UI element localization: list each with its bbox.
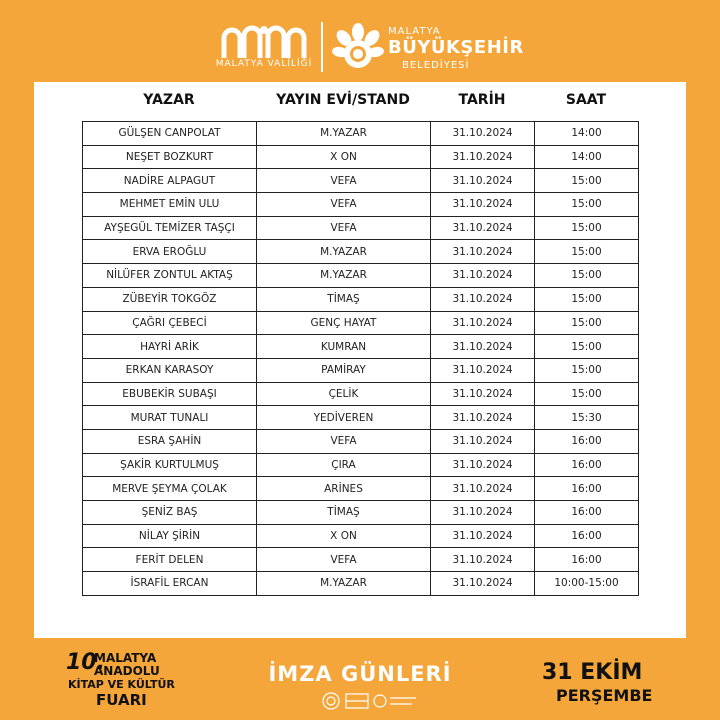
cell-publisher: M.YAZAR xyxy=(257,122,431,146)
fair-line1: MALATYA xyxy=(94,651,157,665)
cell-time: 15:00 xyxy=(535,335,639,359)
cell-publisher: TİMAŞ xyxy=(257,501,431,525)
cell-author: İSRAFİL ERCAN xyxy=(83,572,257,596)
cell-date: 31.10.2024 xyxy=(431,240,535,264)
table-row xyxy=(83,501,639,525)
event-title: İMZA GÜNLERİ xyxy=(268,662,452,686)
table-row xyxy=(83,572,639,596)
fair-line4: FUARI xyxy=(96,691,147,709)
table-row xyxy=(83,358,639,382)
cell-author: NİLÜFER ZONTUL AKTAŞ xyxy=(83,264,257,288)
malatya-valiligi-logo xyxy=(214,24,314,82)
cell-publisher: VEFA xyxy=(257,169,431,193)
table-row xyxy=(83,193,639,217)
cell-publisher: X ON xyxy=(257,145,431,169)
cell-date: 31.10.2024 xyxy=(431,477,535,501)
cell-publisher: VEFA xyxy=(257,216,431,240)
cell-date: 31.10.2024 xyxy=(431,287,535,311)
cell-time: 15:00 xyxy=(535,382,639,406)
cell-publisher: VEFA xyxy=(257,548,431,572)
cell-author: AYŞEGÜL TEMİZER TAŞÇI xyxy=(83,216,257,240)
event-date-day: 31 EKİM xyxy=(542,660,643,685)
cell-publisher: M.YAZAR xyxy=(257,264,431,288)
cell-publisher: VEFA xyxy=(257,193,431,217)
cell-author: ESRA ŞAHİN xyxy=(83,429,257,453)
cell-publisher: VEFA xyxy=(257,429,431,453)
table-row xyxy=(83,287,639,311)
cell-date: 31.10.2024 xyxy=(431,572,535,596)
signing-schedule-table xyxy=(82,121,639,596)
cell-time: 16:00 xyxy=(535,548,639,572)
cell-date: 31.10.2024 xyxy=(431,122,535,146)
cell-date: 31.10.2024 xyxy=(431,311,535,335)
header-author: YAZAR xyxy=(143,92,195,108)
right-logo-line2: BÜYÜKŞEHİR xyxy=(388,37,524,58)
cell-publisher: M.YAZAR xyxy=(257,572,431,596)
cell-author: MERVE ŞEYMA ÇOLAK xyxy=(83,477,257,501)
table-row xyxy=(83,145,639,169)
cell-time: 15:00 xyxy=(535,193,639,217)
cell-date: 31.10.2024 xyxy=(431,358,535,382)
cell-author: GÜLŞEN CANPOLAT xyxy=(83,122,257,146)
event-date-weekday: PERŞEMBE xyxy=(556,686,653,705)
header-date: TARİH xyxy=(458,92,506,108)
cell-date: 31.10.2024 xyxy=(431,548,535,572)
cell-publisher: PAMİRAY xyxy=(257,358,431,382)
cell-author: MEHMET EMİN ULU xyxy=(83,193,257,217)
cell-publisher: GENÇ HAYAT xyxy=(257,311,431,335)
header-time: SAAT xyxy=(565,92,607,108)
left-logo-caption: MALATYA VALİLİĞİ xyxy=(215,59,313,69)
cell-time: 15:00 xyxy=(535,358,639,382)
cell-publisher: ÇIRA xyxy=(257,453,431,477)
cell-author: FERİT DELEN xyxy=(83,548,257,572)
table-row xyxy=(83,548,639,572)
cell-author: MURAT TUNALI xyxy=(83,406,257,430)
cell-author: ÇAĞRI ÇEBECİ xyxy=(83,311,257,335)
cell-time: 15:30 xyxy=(535,406,639,430)
header xyxy=(0,0,720,82)
cell-date: 31.10.2024 xyxy=(431,453,535,477)
book-fair-logo xyxy=(64,650,184,714)
partner-logos-icon xyxy=(320,690,420,712)
cell-date: 31.10.2024 xyxy=(431,193,535,217)
cell-publisher: ARİNES xyxy=(257,477,431,501)
cell-time: 16:00 xyxy=(535,453,639,477)
apricot-emblem-icon xyxy=(332,22,384,74)
cell-author: ZÜBEYİR TOKGÖZ xyxy=(83,287,257,311)
cell-time: 16:00 xyxy=(535,429,639,453)
cell-author: NADİRE ALPAGUT xyxy=(83,169,257,193)
cell-publisher: M.YAZAR xyxy=(257,240,431,264)
fair-line2: ANADOLU xyxy=(94,664,160,678)
table-header xyxy=(34,92,686,116)
fair-number: 10. xyxy=(66,650,105,675)
cell-date: 31.10.2024 xyxy=(431,524,535,548)
table-row xyxy=(83,264,639,288)
cell-date: 31.10.2024 xyxy=(431,169,535,193)
cell-publisher: X ON xyxy=(257,524,431,548)
cell-time: 14:00 xyxy=(535,145,639,169)
right-logo-line3: BELEDİYESİ xyxy=(402,60,470,71)
cell-time: 15:00 xyxy=(535,311,639,335)
cell-date: 31.10.2024 xyxy=(431,406,535,430)
cell-date: 31.10.2024 xyxy=(431,216,535,240)
table-row xyxy=(83,240,639,264)
cell-publisher: KUMRAN xyxy=(257,335,431,359)
cell-time: 15:00 xyxy=(535,287,639,311)
cell-time: 14:00 xyxy=(535,122,639,146)
cell-author: ERKAN KARASOY xyxy=(83,358,257,382)
table-row xyxy=(83,477,639,501)
table-row xyxy=(83,216,639,240)
footer xyxy=(0,640,720,720)
cell-date: 31.10.2024 xyxy=(431,335,535,359)
cell-date: 31.10.2024 xyxy=(431,429,535,453)
schedule-card xyxy=(34,82,686,638)
cell-author: ŞENİZ BAŞ xyxy=(83,501,257,525)
table-row xyxy=(83,406,639,430)
cell-time: 16:00 xyxy=(535,524,639,548)
table-row xyxy=(83,122,639,146)
cell-time: 10:00-15:00 xyxy=(535,572,639,596)
cell-author: NİLAY ŞİRİN xyxy=(83,524,257,548)
cell-publisher: ÇELİK xyxy=(257,382,431,406)
cell-time: 15:00 xyxy=(535,216,639,240)
cell-time: 16:00 xyxy=(535,501,639,525)
table-row xyxy=(83,429,639,453)
cell-publisher: TİMAŞ xyxy=(257,287,431,311)
cell-date: 31.10.2024 xyxy=(431,264,535,288)
cell-time: 16:00 xyxy=(535,477,639,501)
table-row xyxy=(83,524,639,548)
malatya-buyuksehir-logo xyxy=(332,18,524,78)
cell-author: ŞAKİR KURTULMUŞ xyxy=(83,453,257,477)
cell-date: 31.10.2024 xyxy=(431,382,535,406)
cell-author: ERVA EROĞLU xyxy=(83,240,257,264)
cell-publisher: YEDİVEREN xyxy=(257,406,431,430)
right-logo-line1: MALATYA xyxy=(388,26,441,37)
cell-time: 15:00 xyxy=(535,264,639,288)
table-row xyxy=(83,311,639,335)
cell-author: HAYRİ ARİK xyxy=(83,335,257,359)
arches-logo-icon xyxy=(218,24,310,58)
cell-date: 31.10.2024 xyxy=(431,145,535,169)
table-row xyxy=(83,382,639,406)
fair-line3: KİTAP VE KÜLTÜR xyxy=(68,678,175,691)
cell-time: 15:00 xyxy=(535,240,639,264)
table-row xyxy=(83,335,639,359)
table-row xyxy=(83,169,639,193)
cell-time: 15:00 xyxy=(535,169,639,193)
table-row xyxy=(83,453,639,477)
cell-author: EBUBEKİR SUBAŞI xyxy=(83,382,257,406)
header-publisher: YAYIN EVİ/STAND xyxy=(276,92,410,108)
logo-divider xyxy=(321,22,323,72)
cell-author: NEŞET BOZKURT xyxy=(83,145,257,169)
cell-date: 31.10.2024 xyxy=(431,501,535,525)
